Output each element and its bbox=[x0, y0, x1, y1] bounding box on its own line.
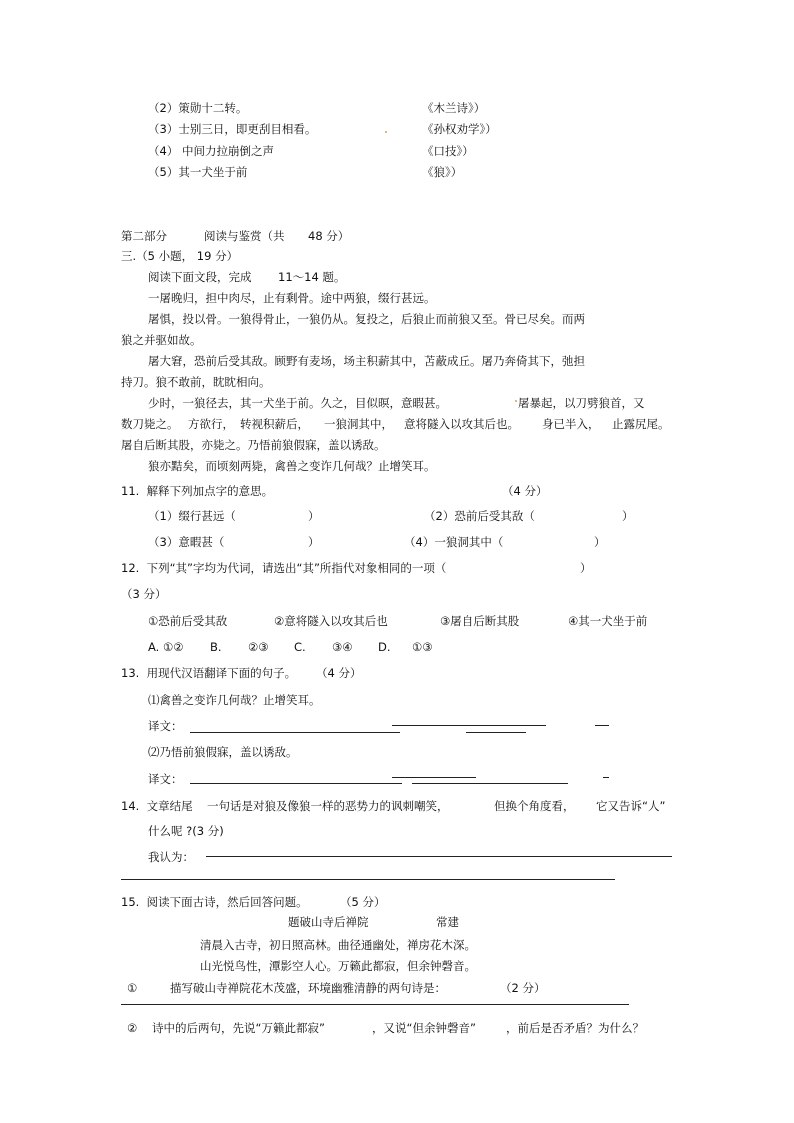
passage-p4-i: 止露尻尾。 bbox=[612, 417, 670, 431]
passage-p4-j: 屠自后断其股，亦毙之。乃悟前狼假寐，盖以诱敌。 bbox=[121, 438, 386, 452]
q12-option-4: ④其一犬坐于前 bbox=[568, 614, 648, 628]
section3-instruction: 阅读下面文段，完成 bbox=[148, 270, 252, 284]
section3-range: 11～14 题。 bbox=[278, 270, 346, 284]
q12-choice-c: C. bbox=[294, 640, 306, 654]
q12-option-2: ②意将隧入以攻其后也 bbox=[274, 614, 388, 628]
part2-score: 48 分） bbox=[308, 229, 350, 243]
passage-p4-f: 一狼洞其中， bbox=[324, 417, 393, 431]
stray-mark bbox=[515, 400, 517, 402]
answer-line-2: （2）策勋十二转。 bbox=[148, 101, 248, 115]
q12-option-3: ③屠自后断其股 bbox=[440, 614, 520, 628]
poem-title: 题破山寺后禅院 bbox=[288, 915, 369, 929]
passage-p1: 一屠晚归，担中肉尽，止有剩骨。途中两狼，缀行甚远。 bbox=[148, 291, 436, 305]
answer-line-5: （5）其一犬坐于前 bbox=[148, 165, 248, 179]
q12-choice-b-value: ②③ bbox=[248, 640, 269, 654]
q13-translation-label-2: 译文： bbox=[148, 772, 183, 786]
q14-line1-a: 14. 文章结尾 bbox=[121, 799, 197, 813]
q13-answer-line-2a[interactable] bbox=[190, 783, 402, 784]
q12-choice-b: B. bbox=[210, 640, 222, 654]
passage-p5: 狼亦黠矣，而顷刻两毙，禽兽之变诈几何哉？止增笑耳。 bbox=[148, 459, 436, 473]
q15-sub2-a: 诗中的后两句，先说“万籁此都寂” bbox=[152, 1021, 325, 1035]
q14-answer-label: 我认为： bbox=[148, 850, 194, 864]
q13-answer-line-1b[interactable] bbox=[392, 725, 546, 726]
q11-item-3: （3）意暇甚（ bbox=[148, 535, 225, 549]
q11-score: （4 分） bbox=[502, 484, 548, 498]
passage-p2-b: 狼之并驱如故。 bbox=[121, 333, 202, 347]
poem-verse-2: 山光悦鸟性，潭影空人心。万籁此都寂，但余钟磬音。 bbox=[200, 959, 476, 973]
passage-p4-b: 屠暴起，以刀劈狼首，又 bbox=[518, 396, 645, 410]
passage-p4-h: 身已半入， bbox=[542, 417, 600, 431]
q13-answer-line-1a[interactable] bbox=[190, 732, 400, 733]
q12-choice-d: D. bbox=[378, 640, 391, 654]
q12-choice-c-value: ③④ bbox=[332, 640, 353, 654]
q13-answer-line-1c[interactable] bbox=[466, 732, 526, 733]
q15-answer-line[interactable] bbox=[121, 1004, 629, 1005]
poem-author: 常建 bbox=[436, 915, 459, 929]
q14-line1-d: 它又告诉“人” bbox=[596, 799, 666, 813]
q12-choice-d-value: ①③ bbox=[412, 640, 433, 654]
q11-item-2: （2）恐前后受其敌（ bbox=[424, 509, 535, 523]
q14-answer-line-2[interactable] bbox=[121, 879, 615, 880]
q13-sentence-1: ⑴禽兽之变诈几何哉？止增笑耳。 bbox=[148, 693, 321, 707]
q13-answer-line-1d[interactable] bbox=[595, 725, 609, 726]
q11-stem: 11. 解释下列加点字的意思。 bbox=[121, 484, 274, 498]
answer-source-5: 《狼》） bbox=[422, 165, 463, 179]
q14-line1-b: 一句话是对狼及像狼一样的恶势力的讽刺嘲笑， bbox=[207, 799, 449, 813]
q13-score: （4 分） bbox=[316, 666, 362, 680]
answer-line-4: （4） 中间力拉崩倒之声 bbox=[148, 144, 274, 158]
q11-item-3-close: ） bbox=[308, 535, 320, 549]
q12-score: （3 分） bbox=[121, 587, 167, 601]
q13-answer-line-2c[interactable] bbox=[412, 783, 568, 784]
q12-choice-a: A. ①② bbox=[148, 640, 184, 654]
q13-stem: 13. 用现代汉语翻译下面的句子。 bbox=[121, 666, 297, 680]
q13-answer-line-2d[interactable] bbox=[603, 777, 609, 778]
answer-source-4: 《口技》） bbox=[422, 144, 474, 158]
passage-p3-b: 持刀。狼不敢前，眈眈相向。 bbox=[121, 375, 271, 389]
answer-source-2: 《木兰诗》） bbox=[422, 101, 486, 115]
passage-p4-g: 意将隧入以攻其后也。 bbox=[404, 417, 519, 431]
q15-sub2-b: ，又说“但余钟磬音” bbox=[372, 1021, 476, 1035]
section3-heading: 三.（5 小题， 19 分） bbox=[121, 249, 239, 263]
stray-mark bbox=[385, 131, 387, 133]
passage-p4-e: 转视积薪后， bbox=[240, 417, 309, 431]
q11-item-1: （1）缀行甚远（ bbox=[148, 509, 236, 523]
q12-stem: 12. 下列“其”字均为代词，请选出“其”所指代对象相同的一项（ bbox=[121, 561, 447, 575]
part2-name: 阅读与鉴赏（共 bbox=[204, 229, 285, 243]
passage-p2-a: 屠惧，投以骨。一狼得骨止，一狼仍从。复投之，后狼止而前狼又至。骨已尽矣。而两 bbox=[148, 312, 585, 326]
passage-p4-c: 数刀毙之。 bbox=[121, 417, 179, 431]
poem-verse-1: 清晨入古寺，初日照高林。曲径通幽处，禅房花木深。 bbox=[200, 938, 476, 952]
q13-answer-line-2b[interactable] bbox=[392, 777, 476, 778]
part2-title: 第二部分 bbox=[121, 229, 167, 243]
passage-p3-a: 屠大窘，恐前后受其敌。顾野有麦场，场主积薪其中，苫蔽成丘。屠乃奔倚其下，弛担 bbox=[148, 354, 585, 368]
q11-item-1-close: ） bbox=[308, 509, 320, 523]
answer-line-3: （3）士别三日，即更刮目相看。 bbox=[148, 122, 317, 136]
answer-source-3: 《孙权劝学》） bbox=[422, 122, 497, 136]
q14-line2: 什么呢 ?(3 分) bbox=[148, 824, 224, 838]
q15-stem: 15. 阅读下面古诗，然后回答问题。 bbox=[121, 895, 308, 909]
q15-sub1-score: （2 分） bbox=[500, 981, 546, 995]
q11-item-2-close: ） bbox=[622, 509, 634, 523]
q12-option-1: ①恐前后受其敌 bbox=[148, 614, 228, 628]
q13-translation-label-1: 译文： bbox=[148, 719, 183, 733]
q15-sub1-number: ① bbox=[127, 981, 138, 995]
q12-close: ） bbox=[580, 561, 592, 575]
q14-line1-c: 但换个角度看， bbox=[494, 799, 575, 813]
q11-item-4: （4）一狼洞其中（ bbox=[404, 535, 504, 549]
q11-item-4-close: ） bbox=[594, 535, 606, 549]
q14-answer-line-1[interactable] bbox=[206, 856, 672, 857]
passage-p4-a: 少时，一狼径去，其一犬坐于前。久之，目似暝，意暇甚。 bbox=[148, 396, 447, 410]
q15-sub1: 描写破山寺禅院花木茂盛，环境幽雅清静的两句诗是： bbox=[170, 981, 446, 995]
q15-sub2-number: ② bbox=[127, 1021, 138, 1035]
q15-score: （5 分） bbox=[340, 895, 386, 909]
passage-p4-d: 方欲行， bbox=[188, 417, 234, 431]
q15-sub2-c: ，前后是否矛盾？为什么？ bbox=[506, 1021, 644, 1035]
q13-sentence-2: ⑵乃悟前狼假寐，盖以诱敌。 bbox=[148, 745, 298, 759]
